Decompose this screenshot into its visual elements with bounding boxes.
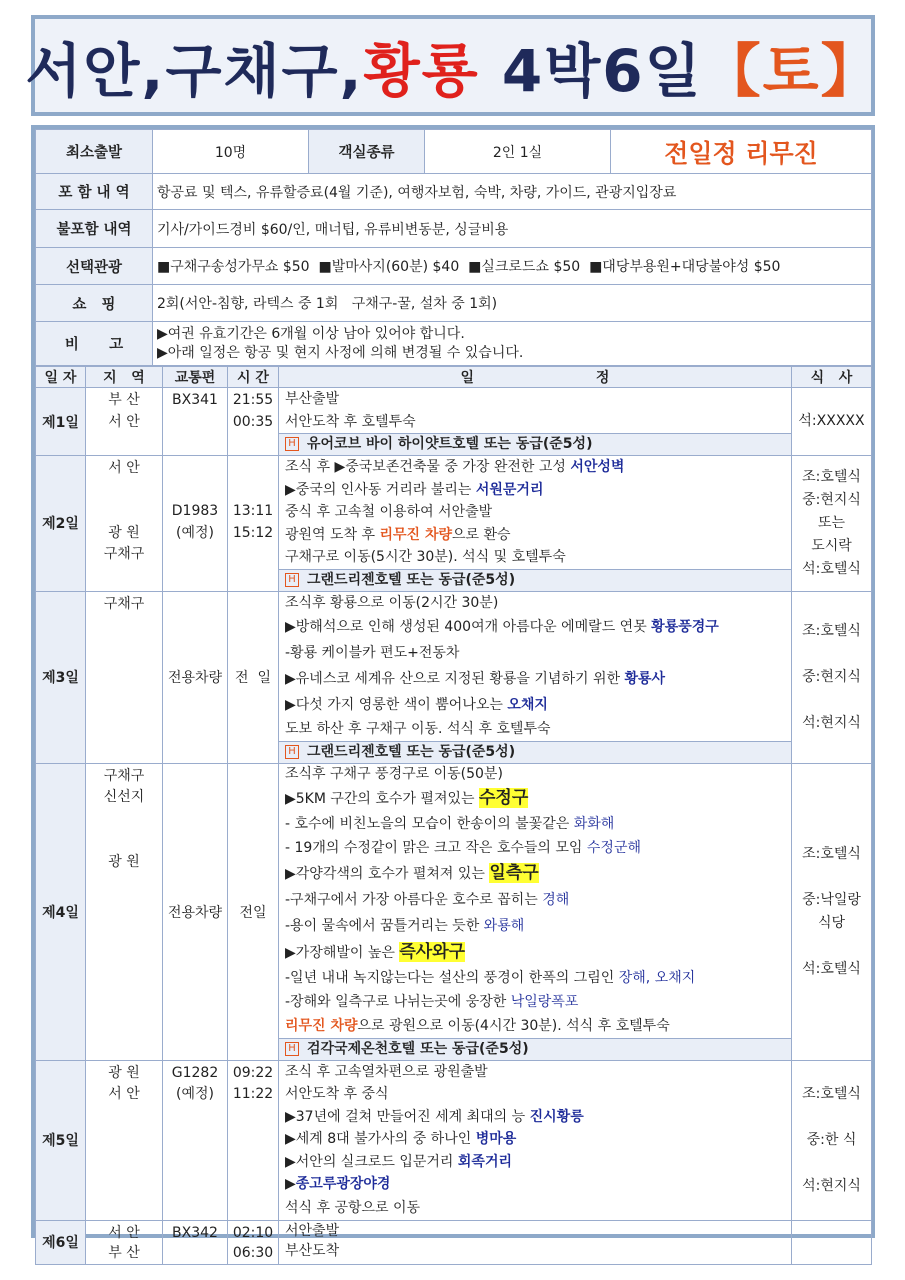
- col-place: 지 역: [86, 367, 163, 388]
- itinerary-line: -일년 내내 녹지않는다는 설산의 풍경이 한폭의 그림인 장해, 오채지: [285, 969, 696, 986]
- remark-line-2: ▶아래 일정은 항공 및 현지 사정에 의해 변경될 수 있습니다.: [157, 344, 524, 361]
- day-label: 제4일: [36, 763, 86, 1060]
- itinerary-line: ▶중국의 인사동 거리라 불리는 서원문거리: [285, 481, 544, 498]
- info-table: [35, 129, 872, 366]
- optional-tour-label: 선택관광: [36, 248, 153, 285]
- itinerary-line: ▶각양각색의 호수가 펼쳐져 있는 일측구: [285, 862, 539, 883]
- col-time: 시 간: [228, 367, 279, 388]
- min-departure-label: 최소출발: [36, 130, 153, 174]
- transport: 전용차량: [163, 763, 228, 1060]
- page-title: [25, 24, 880, 108]
- time: 02:10 06:30: [228, 1220, 279, 1264]
- limousine-badge: 전일정 리무진: [611, 130, 872, 174]
- col-transport: 교통편: [163, 367, 228, 388]
- place: 서 안 광 원 구채구: [86, 456, 163, 592]
- place: 광 원 서 안: [86, 1060, 163, 1220]
- transport: BX342: [163, 1220, 228, 1264]
- itinerary-line: ▶다섯 가지 영롱한 색이 뿜어나오는 오채지: [285, 697, 548, 713]
- col-day: 일 자: [36, 367, 86, 388]
- itinerary-cell: [279, 1220, 792, 1264]
- itinerary-line: 리무진 차량으로 광원으로 이동(4시간 30분). 석식 후 호텔투숙: [285, 1017, 670, 1034]
- itinerary-line: 서안출발: [285, 1222, 340, 1239]
- itinerary-line: ▶37년에 걸쳐 만들어진 세계 최대의 능 진시황릉: [285, 1108, 584, 1125]
- shopping-label: 쇼 핑: [36, 285, 153, 322]
- meal: 조:호텔식 중:현지식 또는 도시락 석:호텔식: [792, 456, 872, 592]
- itinerary-cell: [279, 388, 792, 456]
- itinerary-line: 광원역 도착 후 리무진 차량으로 환승: [285, 526, 511, 543]
- time: 전일: [228, 763, 279, 1060]
- title-part-2: 황룡: [363, 36, 480, 105]
- meal: 조:호텔식 중:현지식 석:현지식: [792, 591, 872, 763]
- room-type-value: 2인 1실: [425, 130, 611, 174]
- time: 전 일: [228, 591, 279, 763]
- meal: 석:XXXXX: [792, 388, 872, 456]
- day-row-2: [36, 456, 872, 592]
- itinerary-line: - 호수에 비친노을의 모습이 한송이의 불꽃같은 화화해: [285, 815, 615, 832]
- itinerary-line: -구채구에서 가장 아름다운 호수로 꼽히는 경해: [285, 891, 570, 908]
- itinerary-line: ▶종고루광장야경: [285, 1176, 391, 1192]
- itinerary-line: -용이 물속에서 꿈틀거리는 듯한 와룡해: [285, 917, 525, 934]
- itinerary-line: -황룡 케이블카 편도+전동차: [285, 645, 460, 661]
- min-departure-value: 10명: [153, 130, 309, 174]
- time: 09:22 11:22: [228, 1060, 279, 1220]
- hotel-line: [279, 1038, 791, 1060]
- day-row-5: [36, 1060, 872, 1220]
- day-label: 제5일: [36, 1060, 86, 1220]
- itinerary-line: ▶가장해발이 높은 즉사와구: [285, 941, 466, 962]
- hotel-name: 그랜드리젠호텔 또는 동급(준5성): [307, 571, 516, 588]
- hotel-line: [279, 741, 791, 763]
- hotel-name: 검각국제온천호텔 또는 동급(준5성): [307, 1040, 529, 1057]
- itinerary-line: 조식후 황룡으로 이동(2시간 30분): [285, 594, 499, 611]
- itinerary-line: 조식후 구채구 풍경구로 이동(50분): [285, 765, 503, 782]
- place: 부 산 서 안: [86, 388, 163, 456]
- itinerary-line: 구채구로 이동(5시간 30분). 석식 및 호텔투숙: [285, 549, 566, 565]
- itinerary-line: ▶세계 8대 불가사의 중 하나인 병마용: [285, 1131, 517, 1147]
- itinerary-line: 서안도착 후 호텔투숙: [285, 413, 416, 430]
- title-banner: [25, 15, 881, 116]
- itinerary-line: 조식 후 고속열차편으로 광원출발: [285, 1063, 488, 1080]
- title-part-3: 4박6일: [479, 36, 703, 105]
- itinerary-line: 부산도착: [285, 1242, 340, 1259]
- meal: [792, 1220, 872, 1264]
- col-meal: 식 사: [792, 367, 872, 388]
- itinerary-line: 중식 후 고속철 이용하여 서안출발: [285, 504, 493, 520]
- transport: D1983 (예정): [163, 456, 228, 592]
- remarks-label: 비 고: [36, 322, 153, 366]
- day-label: 제3일: [36, 591, 86, 763]
- itinerary-line: 부산출발: [285, 391, 340, 407]
- day-label: 제6일: [36, 1220, 86, 1264]
- itinerary-line: 조식 후 ▶중국보존건축물 중 가장 완전한 고성 서안성벽: [285, 459, 625, 475]
- hotel-icon: H: [285, 437, 299, 451]
- col-itinerary: 일 정: [279, 367, 792, 388]
- day-label: 제2일: [36, 456, 86, 592]
- itinerary-line: 석식 후 공항으로 이동: [285, 1199, 421, 1216]
- hotel-icon: H: [285, 573, 299, 587]
- itinerary-cell: [279, 763, 792, 1060]
- itinerary-line: 서안도착 후 중식: [285, 1086, 389, 1102]
- remarks-value: [153, 322, 872, 366]
- day-row-1: [36, 388, 872, 456]
- itinerary-cell: [279, 1060, 792, 1220]
- day-row-6: [36, 1220, 872, 1264]
- hotel-line: [279, 569, 791, 591]
- excluded-label: 불포함 내역: [36, 210, 153, 248]
- time: 21:55 00:35: [228, 388, 279, 456]
- day-label: 제1일: [36, 388, 86, 456]
- itinerary-line: - 19개의 수정같이 맑은 크고 작은 호수들의 모임 수정군해: [285, 839, 642, 856]
- itinerary-cell: [279, 591, 792, 763]
- itinerary-line: -장해와 일측구로 나뉘는곳에 웅장한 낙일랑폭포: [285, 993, 579, 1010]
- transport: 전용차량: [163, 591, 228, 763]
- hotel-name: 유어코브 바이 하이얏트호텔 또는 동급(준5성): [307, 436, 593, 452]
- title-part-4: 【토】: [702, 36, 881, 105]
- optional-tour-value: ■구채구송성가무쇼 $50 ■발마사지(60분) $40 ■실크로드쇼 $50 ■대당부용원+대당불야성 $50: [153, 248, 872, 285]
- time: 13:11 15:12: [228, 456, 279, 592]
- itinerary-line: ▶5KM 구간의 호수가 펼져있는 수정구: [285, 787, 529, 808]
- itinerary-line: ▶서안의 실크로드 입문거리 회족거리: [285, 1153, 512, 1170]
- day-row-4: [36, 763, 872, 1060]
- itinerary-line: 도보 하산 후 구채구 이동. 석식 후 호텔투숙: [285, 721, 551, 737]
- schedule-table: [35, 366, 872, 1265]
- transport: G1282 (예정): [163, 1060, 228, 1220]
- room-type-label: 객실종류: [309, 130, 425, 174]
- place: 구채구 신선지 광 원: [86, 763, 163, 1060]
- itinerary-line: ▶유네스코 세계유 산으로 지정된 황룡을 기념하기 위한 황룡사: [285, 671, 666, 687]
- place: 구채구: [86, 591, 163, 763]
- place: 서 안 부 산: [86, 1220, 163, 1264]
- shopping-value: 2회(서안-침향, 라텍스 중 1회 구채구-꿀, 설차 중 1회): [153, 285, 872, 322]
- meal: 조:호텔식 중:한 식 석:현지식: [792, 1060, 872, 1220]
- excluded-value: 기사/가이드경비 $60/인, 매너팁, 유류비변동분, 싱글비용: [153, 210, 872, 248]
- hotel-name: 그랜드리젠호텔 또는 동급(준5성): [307, 743, 516, 760]
- included-value: 항공료 및 텍스, 유류할증료(4월 기준), 여행자보험, 숙박, 차량, 가이드, 관광지입장료: [153, 174, 872, 210]
- itinerary-cell: [279, 456, 792, 592]
- meal: 조:호텔식 중:낙일랑 식당 석:호텔식: [792, 763, 872, 1060]
- title-part-1: 서안,구채구,: [25, 36, 364, 105]
- transport: BX341: [163, 388, 228, 456]
- hotel-icon: H: [285, 1042, 299, 1056]
- included-label: 포 함 내 역: [36, 174, 153, 210]
- itinerary-line: ▶방해석으로 인해 생성된 400여개 아름다운 에메랄드 연못 황룡풍경구: [285, 619, 719, 635]
- day-row-3: [36, 591, 872, 763]
- hotel-icon: H: [285, 745, 299, 759]
- hotel-line: [279, 433, 791, 455]
- remark-line-1: ▶여권 유효기간은 6개월 이상 남아 있어야 합니다.: [157, 325, 465, 342]
- itinerary-sheet: [31, 125, 875, 1261]
